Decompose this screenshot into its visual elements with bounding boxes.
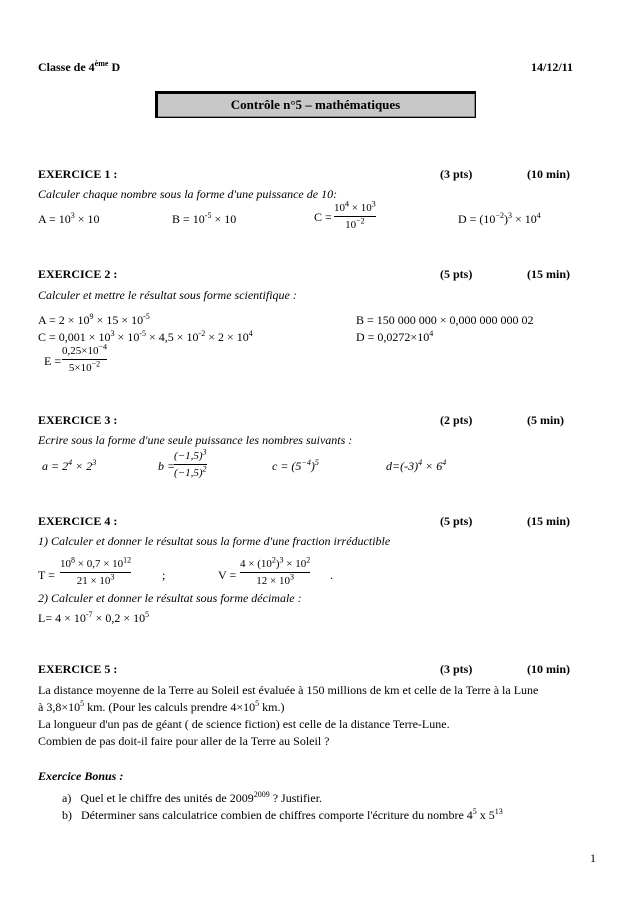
ex1-D: $D = (10^{-2})^3 \times 10^4$ bbox=[458, 211, 541, 226]
ex1-label: EXERCICE 1 : bbox=[38, 167, 118, 181]
ex3-d: $d=(-3)^4 \times 6^4$ bbox=[386, 458, 447, 473]
ex4-L: $L= 4 \times 10^{-7} \times 0,2 \times 10^5$ bbox=[38, 610, 150, 625]
ex5-line2: à $3,8\times 10^5$ km. (Pour les calculs prendre $4\times 10^5$ km.) bbox=[38, 699, 285, 714]
ex2-points: (5 pts) bbox=[440, 267, 473, 281]
ex3-instruction: Ecrire sous la forme d'une seule puissance les nombres suivants : bbox=[38, 433, 353, 447]
ex4-V-pre: V = bbox=[218, 568, 237, 582]
bonus-label: Exercice Bonus : bbox=[38, 769, 124, 783]
ex2-E-fraction: $0,25\times 10^{-4}$ $5\times 10^{-2}$ bbox=[62, 342, 107, 375]
ex1-B: $B = 10^{-5} \times 10$ bbox=[172, 211, 237, 226]
ex5-line4: Combien de pas doit-il faire pour aller de la Terre au Soleil ? bbox=[38, 734, 330, 748]
ex4-T-fraction: $10^8 \times 0,7 \times 10^{12}$ $21 \times 10^3$ bbox=[60, 555, 132, 588]
ex5-time: (10 min) bbox=[527, 662, 570, 676]
ex3-points: (2 pts) bbox=[440, 413, 473, 427]
ex5-line1: La distance moyenne de la Terre au Soleil est évaluée à 150 millions de km et celle de la Terre à la Lune bbox=[38, 683, 539, 697]
ex1-points: (3 pts) bbox=[440, 167, 473, 181]
ex1-C-pre: C = bbox=[314, 210, 332, 224]
page-title: Contrôle n°5 – mathématiques bbox=[155, 91, 476, 118]
ex4-T-pre: T = bbox=[38, 568, 55, 582]
ex1-time: (10 min) bbox=[527, 167, 570, 181]
bonus-item-a: a) Quel et le chiffre des unités de $2009^{2009}$ ? Justifier. bbox=[62, 790, 323, 805]
ex1-C-fraction: $10^4 \times 10^3$ $10^{-2}$ bbox=[334, 199, 376, 232]
bonus-item-b: b) Déterminer sans calculatrice combien de chiffres comporte l'écriture du nombre $4^5$ x $5^{13}$ bbox=[62, 807, 503, 822]
ex3-label: EXERCICE 3 : bbox=[38, 413, 118, 427]
ex2-label: EXERCICE 2 : bbox=[38, 267, 118, 281]
ex3-b-fraction: $(-1,5)^3$ $(-1,5)^2$ bbox=[174, 447, 207, 480]
page-number: 1 bbox=[590, 851, 596, 865]
ex4-V-after: . bbox=[330, 568, 333, 582]
class-label: Classe de 4ème D bbox=[38, 59, 121, 74]
ex2-instruction: Calculer et mettre le résultat sous forme scientifique : bbox=[38, 288, 297, 302]
ex1-instruction: Calculer chaque nombre sous la forme d'une puissance de 10: bbox=[38, 187, 338, 201]
ex4-question1: 1) Calculer et donner le résultat sous la forme d'une fraction irréductible bbox=[38, 534, 391, 548]
ex4-time: (15 min) bbox=[527, 514, 570, 528]
ex4-T-after: ; bbox=[162, 568, 166, 582]
ex2-time: (15 min) bbox=[527, 267, 570, 281]
ex4-points: (5 pts) bbox=[440, 514, 473, 528]
ex4-question2: 2) Calculer et donner le résultat sous forme décimale : bbox=[38, 591, 302, 605]
ex2-E-pre: E = bbox=[44, 354, 62, 368]
ex2-C: $C = 0,001 \times 10^3 \times 10^{-5} \times 4,5 \times 10^{-2} \times 2 \times 10^4$ bbox=[38, 329, 253, 344]
ex3-time: (5 min) bbox=[527, 413, 564, 427]
ex5-line3: La longueur d'un pas de géant ( de science fiction) est celle de la distance Terre-Lune. bbox=[38, 717, 450, 731]
ex5-points: (3 pts) bbox=[440, 662, 473, 676]
ex5-label: EXERCICE 5 : bbox=[38, 662, 118, 676]
ex3-b-pre: b = bbox=[158, 459, 176, 473]
ex2-D: $D = 0,0272\times 10^4$ bbox=[356, 329, 434, 344]
ex2-B: B = 150 000 000 × 0,000 000 000 02 bbox=[356, 313, 534, 327]
date: 14/12/11 bbox=[531, 60, 574, 74]
ex3-c: $c = (5^{-4})^5$ bbox=[272, 458, 319, 473]
ex4-label: EXERCICE 4 : bbox=[38, 514, 118, 528]
ex2-A: $A = 2 \times 10^9 \times 15 \times 10^{-5}$ bbox=[38, 312, 150, 327]
ex4-V-fraction: $4 \times (10^2)^3 \times 10^2$ $12 \times 10^3$ bbox=[240, 555, 311, 588]
ex1-A: $A = 10^3 \times 10$ bbox=[38, 211, 100, 226]
ex3-a: $a = 2^4 \times 2^3$ bbox=[42, 458, 97, 473]
